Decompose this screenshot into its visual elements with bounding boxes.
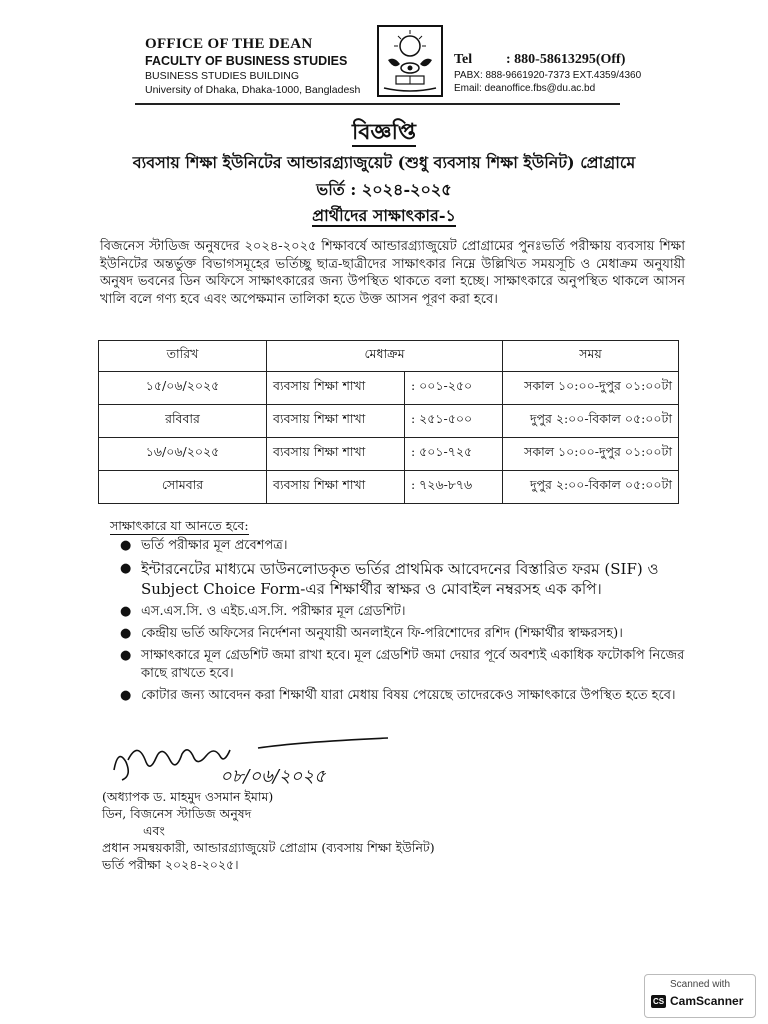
unit-cell: ব্যবসায় শিক্ষা শাখা	[267, 471, 405, 504]
bullet-icon: ●	[120, 538, 132, 553]
list-item	[103, 603, 693, 621]
bullet-icon: ●	[120, 688, 132, 703]
range-cell: : ৫০১-৭২৫	[405, 438, 503, 471]
address: University of Dhaka, Dhaka-1000, Bangladesh	[145, 84, 361, 96]
unit-cell: ব্যবসায় শিক্ষা শাখা	[267, 372, 405, 405]
camscanner-watermark	[644, 974, 756, 1018]
range-cell: : ৭২৬-৮৭৬	[405, 471, 503, 504]
letterhead-divider	[135, 103, 620, 105]
bullet-icon: ●	[120, 626, 132, 641]
bullet-icon: ●	[120, 648, 132, 663]
list-item	[103, 687, 693, 705]
signature-block	[102, 788, 435, 873]
interview-title-text: প্রার্থীদের সাক্ষাৎকার-১	[312, 206, 456, 225]
header-time: সময়	[503, 341, 679, 372]
date-cell: ১৫/০৬/২০২৫	[99, 372, 267, 405]
exam-year: ভর্তি পরীক্ষা ২০২৪-২০২৫।	[102, 857, 239, 872]
header-merit: মেধাক্রম	[267, 341, 503, 372]
telephone-row	[454, 52, 641, 68]
range-cell: : ২৫১-৫০০	[405, 405, 503, 438]
unit-cell: ব্যবসায় শিক্ষা শাখা	[267, 405, 405, 438]
day-cell: রবিবার	[99, 405, 267, 438]
list-item-text: কেন্দ্রীয় ভর্তি অফিসের নির্দেশনা অনুযায়ী অনলাইনে ফি-পরিশোদের রশিদ (শিক্ষার্থীর স্বাক্ষরসহ)।	[141, 626, 623, 641]
requirements-list	[103, 537, 693, 709]
camscanner-logo-icon: CS	[652, 997, 665, 1006]
pabx-number: PABX: 888-9661920-7373 EXT.4359/4360	[454, 70, 642, 81]
notice-title	[0, 115, 768, 152]
date-cell: ১৬/০৬/২০২৫	[99, 438, 267, 471]
scanned-with-text: Scanned with	[669, 979, 731, 990]
table-row	[99, 471, 679, 504]
signatory-name: (অধ্যাপক ড. মাহমুদ ওসমান ইমাম)	[102, 789, 274, 804]
table-header-row	[99, 341, 679, 372]
list-item	[103, 537, 693, 555]
time-cell: সকাল ১০:০০-দুপুর ০১:০০টা	[503, 438, 679, 471]
faculty-name: FACULTY OF BUSINESS STUDIES	[145, 54, 348, 68]
interview-title	[0, 203, 768, 230]
table-row	[99, 438, 679, 471]
admission-year: ভর্তি : ২০২৪-২০২৫	[316, 180, 452, 199]
university-logo-icon	[374, 24, 446, 100]
tel-label: Tel	[454, 52, 473, 67]
signatory-coordinator: প্রধান সমন্বয়কারী, আন্ডারগ্র্যাজুয়েট প্রোগ্রাম (ব্যবসায় শিক্ষা ইউনিট)	[102, 840, 435, 855]
list-item-text: সাক্ষাৎকারে মূল গ্রেডশিট জমা রাখা হবে। মূল গ্রেডশিট জমা দেয়ার পূর্বে অবশ্যই একাধিক ফটোকপি নিজের কাছে রাখতে হবে।	[141, 648, 685, 681]
time-cell: দুপুর ২:০০-বিকাল ০৫:০০টা	[503, 471, 679, 504]
email-address: Email: deanoffice.fbs@du.ac.bd	[454, 83, 596, 94]
list-item	[103, 559, 693, 599]
time-cell: দুপুর ২:০০-বিকাল ০৫:০০টা	[503, 405, 679, 438]
camscanner-name: CamScanner	[670, 994, 744, 1008]
tel-value: : 880-58613295(Off)	[506, 52, 626, 67]
time-cell: সকাল ১০:০০-দুপুর ০১:০০টা	[503, 372, 679, 405]
building-name: BUSINESS STUDIES BUILDING	[145, 70, 300, 82]
handwritten-signature	[108, 730, 398, 790]
table-row	[99, 372, 679, 405]
conjunction: এবং	[143, 823, 165, 838]
list-item-text: কোটার জন্য আবেদন করা শিক্ষার্থী যারা মেধায় বিষয় পেয়েছে তাদেরকেও সাক্ষাৎকারে উপস্থিত হতে হবে।	[141, 688, 676, 703]
table-row	[99, 405, 679, 438]
header-date: তারিখ	[99, 341, 267, 372]
requirements-heading: সাক্ষাৎকারে যা আনতে হবে:	[110, 518, 249, 533]
letterhead-left	[145, 36, 360, 96]
handwritten-date: ০৮/০৬/২০২৫	[220, 766, 326, 787]
office-title: OFFICE OF THE DEAN	[145, 36, 313, 52]
signatory-designation: ডিন, বিজনেস স্টাডিজ অনুষদ	[102, 806, 252, 821]
bullet-icon: ●	[120, 604, 132, 619]
list-item	[103, 625, 693, 643]
list-item-text: এস.এস.সি. ও এইচ.এস.সি. পরীক্ষার মূল গ্রেডশিট।	[141, 604, 406, 619]
schedule-table	[98, 340, 679, 504]
list-item-text: ভর্তি পরীক্ষার মূল প্রবেশপত্র।	[141, 538, 288, 553]
list-item	[103, 647, 693, 683]
letterhead-right	[454, 52, 641, 94]
bullet-icon: ●	[120, 561, 132, 576]
notice-subtitle: ব্যবসায় শিক্ষা ইউনিটের আন্ডারগ্র্যাজুয়েট (শুধু ব্যবসায় শিক্ষা ইউনিট) প্রোগ্রামে	[132, 153, 636, 172]
list-item-text: ইন্টারনেটের মাধ্যমে ডাউনলোডকৃত ভর্তির প্রাথমিক আবেদনের বিস্তারিত ফরম (SIF) ও Subject Choice Form-এর শিক্ষার্থীর স্বাক্ষর ও মোবাইল নম্বরসহ এক কপি।	[141, 560, 659, 598]
notice-title-text: বিজ্ঞপ্তি	[352, 119, 416, 145]
unit-cell: ব্যবসায় শিক্ষা শাখা	[267, 438, 405, 471]
day-cell: সোমবার	[99, 471, 267, 504]
notice-body: বিজনেস স্টাডিজ অনুষদের ২০২৪-২০২৫ শিক্ষাবর্ষে আন্ডারগ্র্যাজুয়েট প্রোগ্রামের পুনঃভর্তি পরীক্ষায় ব্যবসায় শিক্ষা ইউনিটের অন্তর্ভুক্ত বিভাগসমূহের ভর্তিচ্ছু ছাত্র-ছাত্রীদের সাক্ষাৎকার নিম্নে উল্লিখিত সময়সূচি ও মেধাক্রম অনুযায়ী অনুষদ ভবনের ডিন অফিসে সাক্ষাৎকারের জন্য উপস্থিত থাকতে বলা হচ্ছে। সাক্ষাৎকারে অনুপস্থিত থাকলে আসন খালি বলে গণ্য হবে এবং অপেক্ষমান তালিকা হতে উক্ত আসন পূরণ করা হবে।	[100, 239, 685, 307]
range-cell: : ০০১-২৫০	[405, 372, 503, 405]
